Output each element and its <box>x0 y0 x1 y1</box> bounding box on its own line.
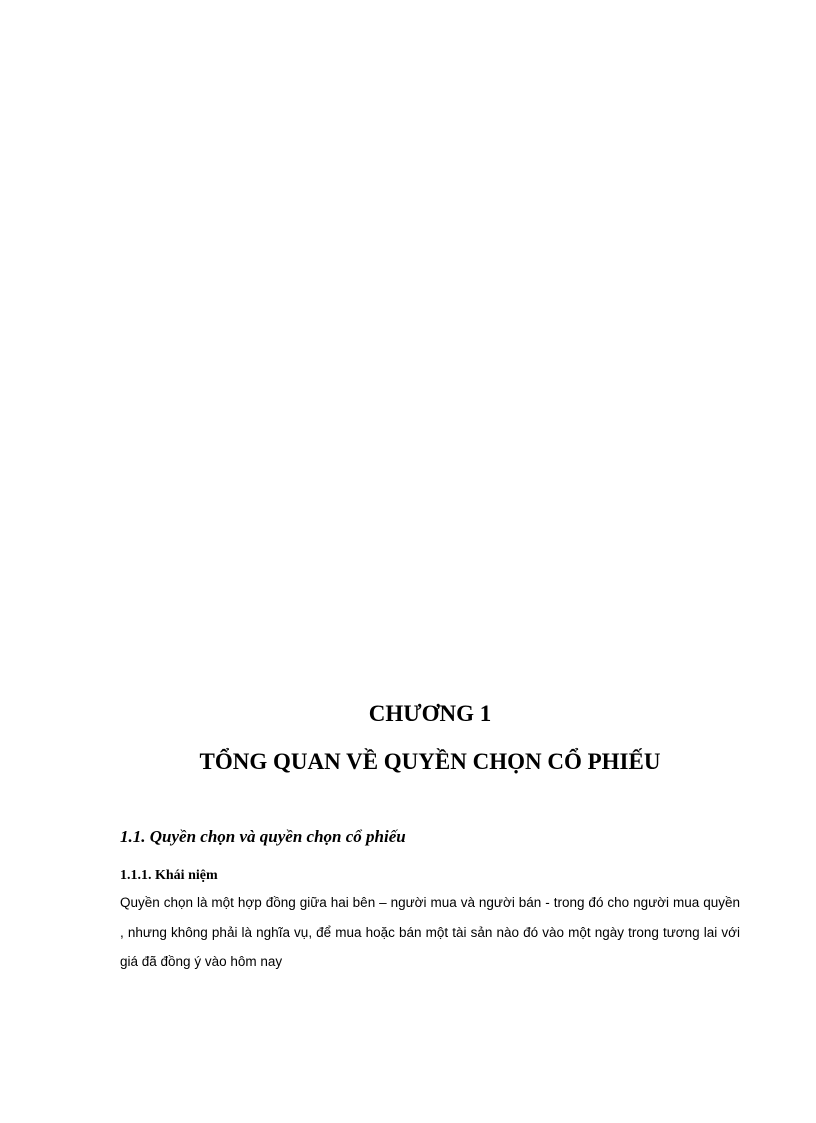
subsection-heading: 1.1.1. Khái niệm <box>120 868 218 883</box>
definition-paragraph: Quyền chọn là một hợp đồng giữa hai bên – người mua và người bán - trong đó cho người mua quyền , nhưng không phải là nghĩa vụ, để mua hoặc bán một tài sản nào đó vào một ngày trong tương lai với giá đã đồng ý vào hôm nay <box>120 895 740 969</box>
chapter-title: TỔNG QUAN VỀ QUYỀN CHỌN CỔ PHIẾU <box>199 749 661 774</box>
section-heading: 1.1. Quyền chọn và quyền chọn cổ phiếu <box>120 827 406 846</box>
chapter-number: CHƯƠNG 1 <box>368 701 492 726</box>
